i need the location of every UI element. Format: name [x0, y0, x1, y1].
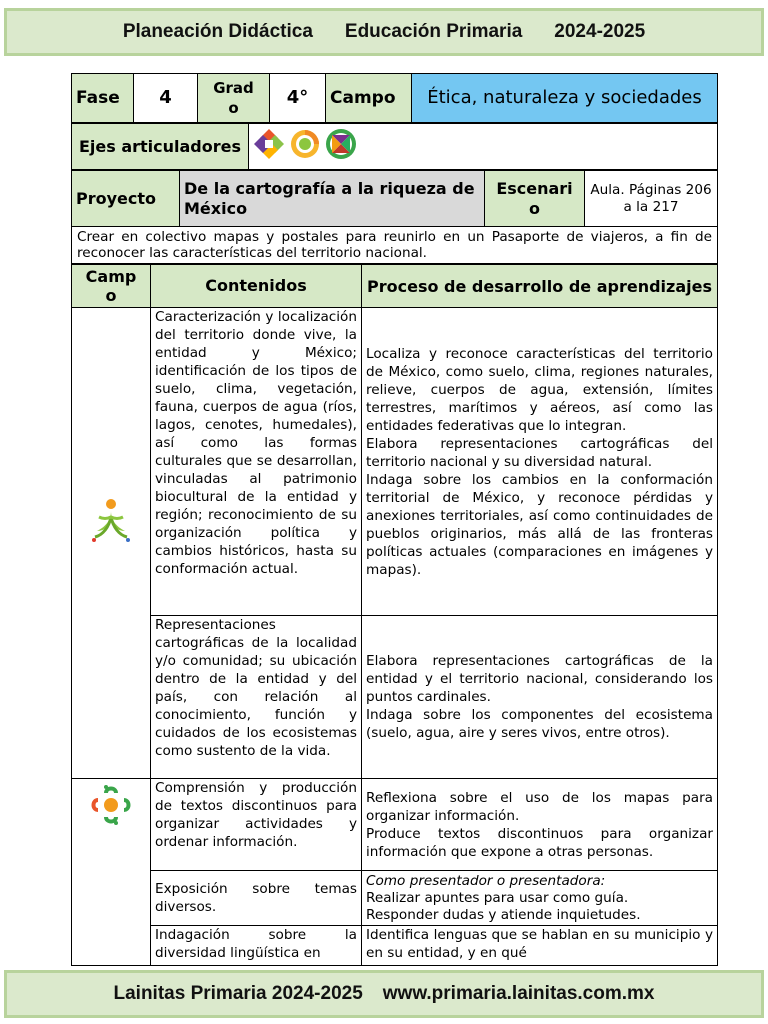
- campo-label: Campo: [326, 74, 412, 123]
- planning-document: [71, 73, 717, 966]
- ejes-articuladores-icons: [249, 124, 367, 164]
- footer-brand: Lainitas Primaria 2024-2025: [113, 983, 363, 1004]
- col-campo-header: Camp o: [72, 265, 151, 308]
- contenido-cell: Caracterización y localización del territorio donde vive, la entidad y México; identificación de los tipos de suelo, clima, vegetación, fauna, cuerpos de agua (ríos, lagos, cenotes, humedales), así como las formas culturales que se desarrollan, vinculadas al patrimonio biocultural de la entidad y región; reconocimiento de su organización política y cambios históricos, hasta su conformación actual.: [151, 308, 362, 616]
- header-title: Planeación Didáctica: [122, 21, 313, 42]
- footer-band: [0, 966, 768, 1022]
- contenido-cell: Comprensión y producción de textos discontinuos para organizar actividades y ordenar información.: [151, 779, 362, 871]
- pensamiento-critico-icon: [326, 129, 356, 159]
- fase-label: Fase: [72, 74, 134, 123]
- ejes-icons: [249, 124, 718, 170]
- col-contenidos-header: Contenidos: [151, 265, 362, 308]
- content-table: [71, 264, 718, 966]
- proceso-cell: [362, 871, 718, 926]
- header-year: 2024-2025: [554, 21, 646, 42]
- table-row: [72, 926, 718, 966]
- contenido-cell: Representaciones cartográficas de la localidad y/o comunidad; su ubicación dentro de la entidad y del país, con relación al conocimiento, función y cuidados de los ecosistemas como sustento de la vida.: [151, 616, 362, 779]
- contenido-cell: Indagación sobre la diversidad lingüística en: [151, 926, 362, 966]
- info-table: [71, 73, 718, 123]
- fase-value: 4: [134, 74, 198, 123]
- proceso-cell: Elabora representaciones cartográficas de la entidad y el territorio nacional, considerando los puntos cardinales. Indaga sobre los componentes del ecosistema (suelo, agua, aire y seres vivos, entre otros).: [362, 616, 718, 779]
- campo-value: Ética, naturaleza y sociedades: [412, 74, 718, 123]
- contenido-cell: Exposición sobre temas diversos.: [151, 871, 362, 926]
- project-description: Crear en colectivo mapas y postales para reunirlo en un Pasaporte de viajeros, a fin de reconocer las características del territorio nacional.: [72, 227, 718, 264]
- grado-value: 4°: [270, 74, 326, 123]
- table-row: [72, 871, 718, 926]
- escenario-label: Escenari o: [485, 171, 585, 227]
- header-level: Educación Primaria: [344, 21, 523, 42]
- table-row: [72, 779, 718, 871]
- proyecto-label: Proyecto: [72, 171, 180, 227]
- proyecto-table: [71, 170, 718, 264]
- ejes-label: Ejes articuladores: [72, 124, 249, 170]
- proceso-cell: Identifica lenguas que se hablan en su municipio y en su entidad, y en qué: [362, 926, 718, 966]
- ética-naturaleza-sociedades-icon: [91, 497, 131, 547]
- proyecto-value: De la cartografía a la riqueza de México: [180, 171, 485, 227]
- header-band: [0, 4, 768, 60]
- proceso-cell: Reflexiona sobre el uso de los mapas para organizar información. Produce textos discontinuos para organizar información que expone a otras personas.: [362, 779, 718, 871]
- proceso-italic: Como presentador o presentadora:: [366, 872, 606, 889]
- table-row: [72, 616, 718, 779]
- interculturalidad-icon: [291, 130, 319, 158]
- table-row: [72, 308, 718, 616]
- ejes-table: [71, 123, 718, 170]
- proceso-cell: Localiza y reconoce características del territorio de México, como suelo, clima, regiones naturales, relieve, cuerpos de agua, extensión, límites terrestres, marítimos y aéreos, así como las entidades federativas que lo integran. Elabora representaciones cartográficas del territorio nacional y su diversidad natural. Indaga sobre los cambios en la conformación territorial de México, y reconoce pérdidas y anexiones territoriales, así como continuidades de pueblos originarios, más allá de las fronteras políticas actuales (comparaciones en imágenes y mapas).: [362, 308, 718, 616]
- campo-icon-cell: [72, 308, 151, 779]
- lenguajes-icon: [86, 783, 136, 829]
- col-proceso-header: Proceso de desarrollo de aprendizajes: [362, 265, 718, 308]
- inclusion-icon: [254, 129, 284, 159]
- grado-label: Grad o: [198, 74, 270, 123]
- campo-icon-cell-2: [72, 779, 151, 966]
- escenario-value: Aula. Páginas 206 a la 217: [585, 171, 718, 227]
- proceso-text: Realizar apuntes para usar como guía. Responder dudas y atiende inquietudes.: [366, 889, 641, 923]
- footer-url[interactable]: www.primaria.lainitas.com.mx: [382, 983, 655, 1004]
